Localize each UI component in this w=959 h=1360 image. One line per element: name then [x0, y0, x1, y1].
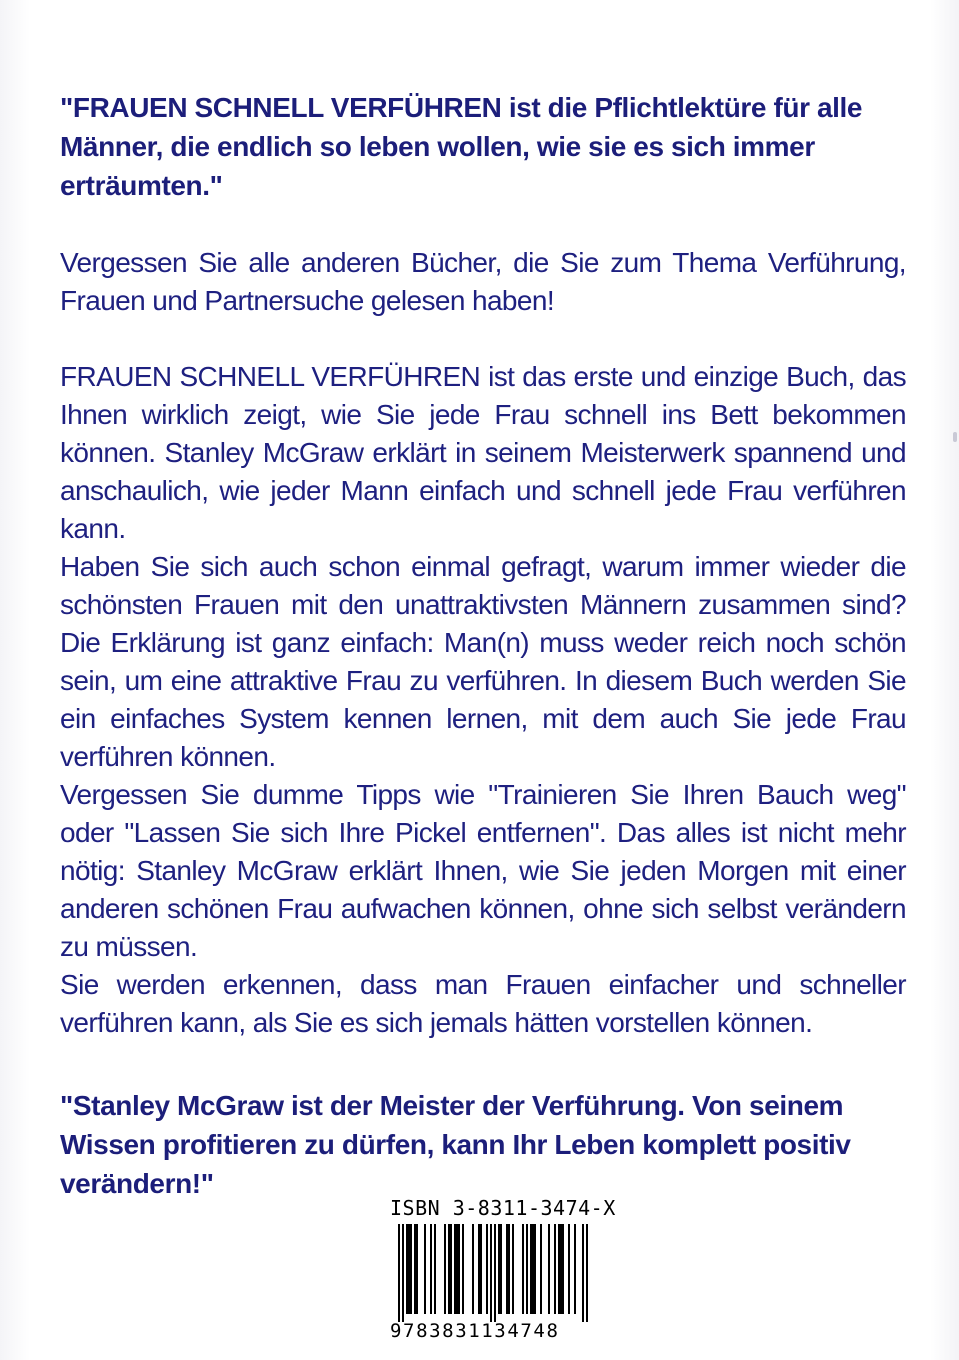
barcode-bar: [582, 1224, 584, 1322]
barcode-bar: [454, 1224, 456, 1314]
barcode-bar: [424, 1224, 426, 1314]
barcode-bar: [490, 1224, 492, 1322]
barcode-bar: [508, 1224, 510, 1314]
barcode-bar: [430, 1224, 432, 1314]
paragraph-2: FRAUEN SCHNELL VERFÜHREN ist das erste und einzige Buch, das Ihnen wirklich zeigt, wie Sie jede Frau schnell ins Bett bekommen können. Stanley McGraw erklärt in seinem Meisterwerk spannend und anschaulich, wie jeder Mann einfach und schnell jede Frau verführen kann.: [60, 361, 906, 544]
barcode-bar: [434, 1224, 436, 1314]
barcode-bar: [534, 1224, 536, 1314]
barcode-bar: [526, 1224, 528, 1314]
barcode-bar: [560, 1224, 562, 1314]
barcode-bar: [548, 1224, 550, 1314]
barcode-bar: [402, 1224, 404, 1322]
paragraph-3: Haben Sie sich auch schon einmal gefragt, warum immer wieder die schönsten Frauen mit den unattraktivsten Männern zusammen sind? Die Erklärung ist ganz einfach: Man(n) muss weder reich noch schön sein, um eine attraktive Frau zu verführen. In diesem Buch werden Sie ein einfaches System kennen lernen, mit dem auch Sie jede Frau verführen können.: [60, 551, 906, 772]
barcode-bar: [562, 1224, 564, 1314]
barcode-bar: [478, 1224, 480, 1314]
barcode-bar: [540, 1224, 542, 1314]
barcode-bars: [390, 1224, 596, 1322]
barcode-bar: [456, 1224, 458, 1314]
edge-mark: [953, 432, 957, 442]
barcode-bar: [506, 1224, 508, 1314]
barcode-bar: [512, 1224, 514, 1314]
top-quote: "FRAUEN SCHNELL VERFÜHREN ist die Pflichtlektüre für alle Männer, die endlich so leben wollen, wie sie es sich immer erträumten.": [60, 92, 863, 201]
isbn-barcode: [390, 1196, 616, 1346]
barcode-bar: [522, 1224, 524, 1314]
barcode-bar: [448, 1224, 450, 1314]
barcode-bar: [408, 1224, 410, 1314]
barcode-bar: [498, 1224, 500, 1314]
barcode-bar: [480, 1224, 482, 1314]
isbn-label: ISBN 3-8311-3474-X: [390, 1196, 616, 1220]
barcode-bar: [530, 1224, 532, 1314]
paragraph-5: Sie werden erkennen, dass man Frauen einfacher und schneller verführen kann, als Sie es sich jemals hätten vorstellen können.: [60, 969, 906, 1038]
barcode-bar: [398, 1224, 400, 1322]
barcode-bar: [494, 1224, 496, 1322]
paragraph-4: Vergessen Sie dumme Tipps wie "Trainieren Sie Ihren Bauch weg" oder "Lassen Sie sich Ihre Pickel entfernen". Das alles ist nicht mehr nötig: Stanley McGraw erklärt Ihnen, wie Sie jeden Morgen mit einer anderen schönen Frau aufwachen können, ohne sich selbst verändern zu müssen.: [60, 779, 906, 962]
barcode-bar: [406, 1224, 408, 1314]
barcode-bar: [462, 1224, 464, 1314]
paragraph-1: Vergessen Sie alle anderen Bücher, die Sie zum Thema Verführung, Frauen und Partnersuche gelesen haben!: [60, 247, 906, 316]
barcode-bar: [568, 1224, 570, 1314]
barcode-bar: [458, 1224, 460, 1314]
bottom-quote: "Stanley McGraw ist der Meister der Verführung. Von seinem Wissen profitieren zu dürfen, kann Ihr Leben komplett positiv verändern!": [60, 1090, 851, 1199]
barcode-bar: [500, 1224, 502, 1314]
barcode-bar: [416, 1224, 418, 1314]
barcode-bar: [444, 1224, 446, 1314]
barcode-bar: [554, 1224, 556, 1314]
barcode-bar: [472, 1224, 474, 1314]
barcode-bar: [558, 1224, 560, 1314]
barcode-bar: [450, 1224, 452, 1314]
ean-digits: 9783831134748: [390, 1320, 560, 1342]
barcode-bar: [574, 1224, 576, 1314]
barcode-bar: [486, 1224, 488, 1314]
barcode-bar: [410, 1224, 412, 1314]
barcode-bar: [414, 1224, 416, 1314]
barcode-bar: [586, 1224, 588, 1322]
barcode-bar: [532, 1224, 534, 1314]
